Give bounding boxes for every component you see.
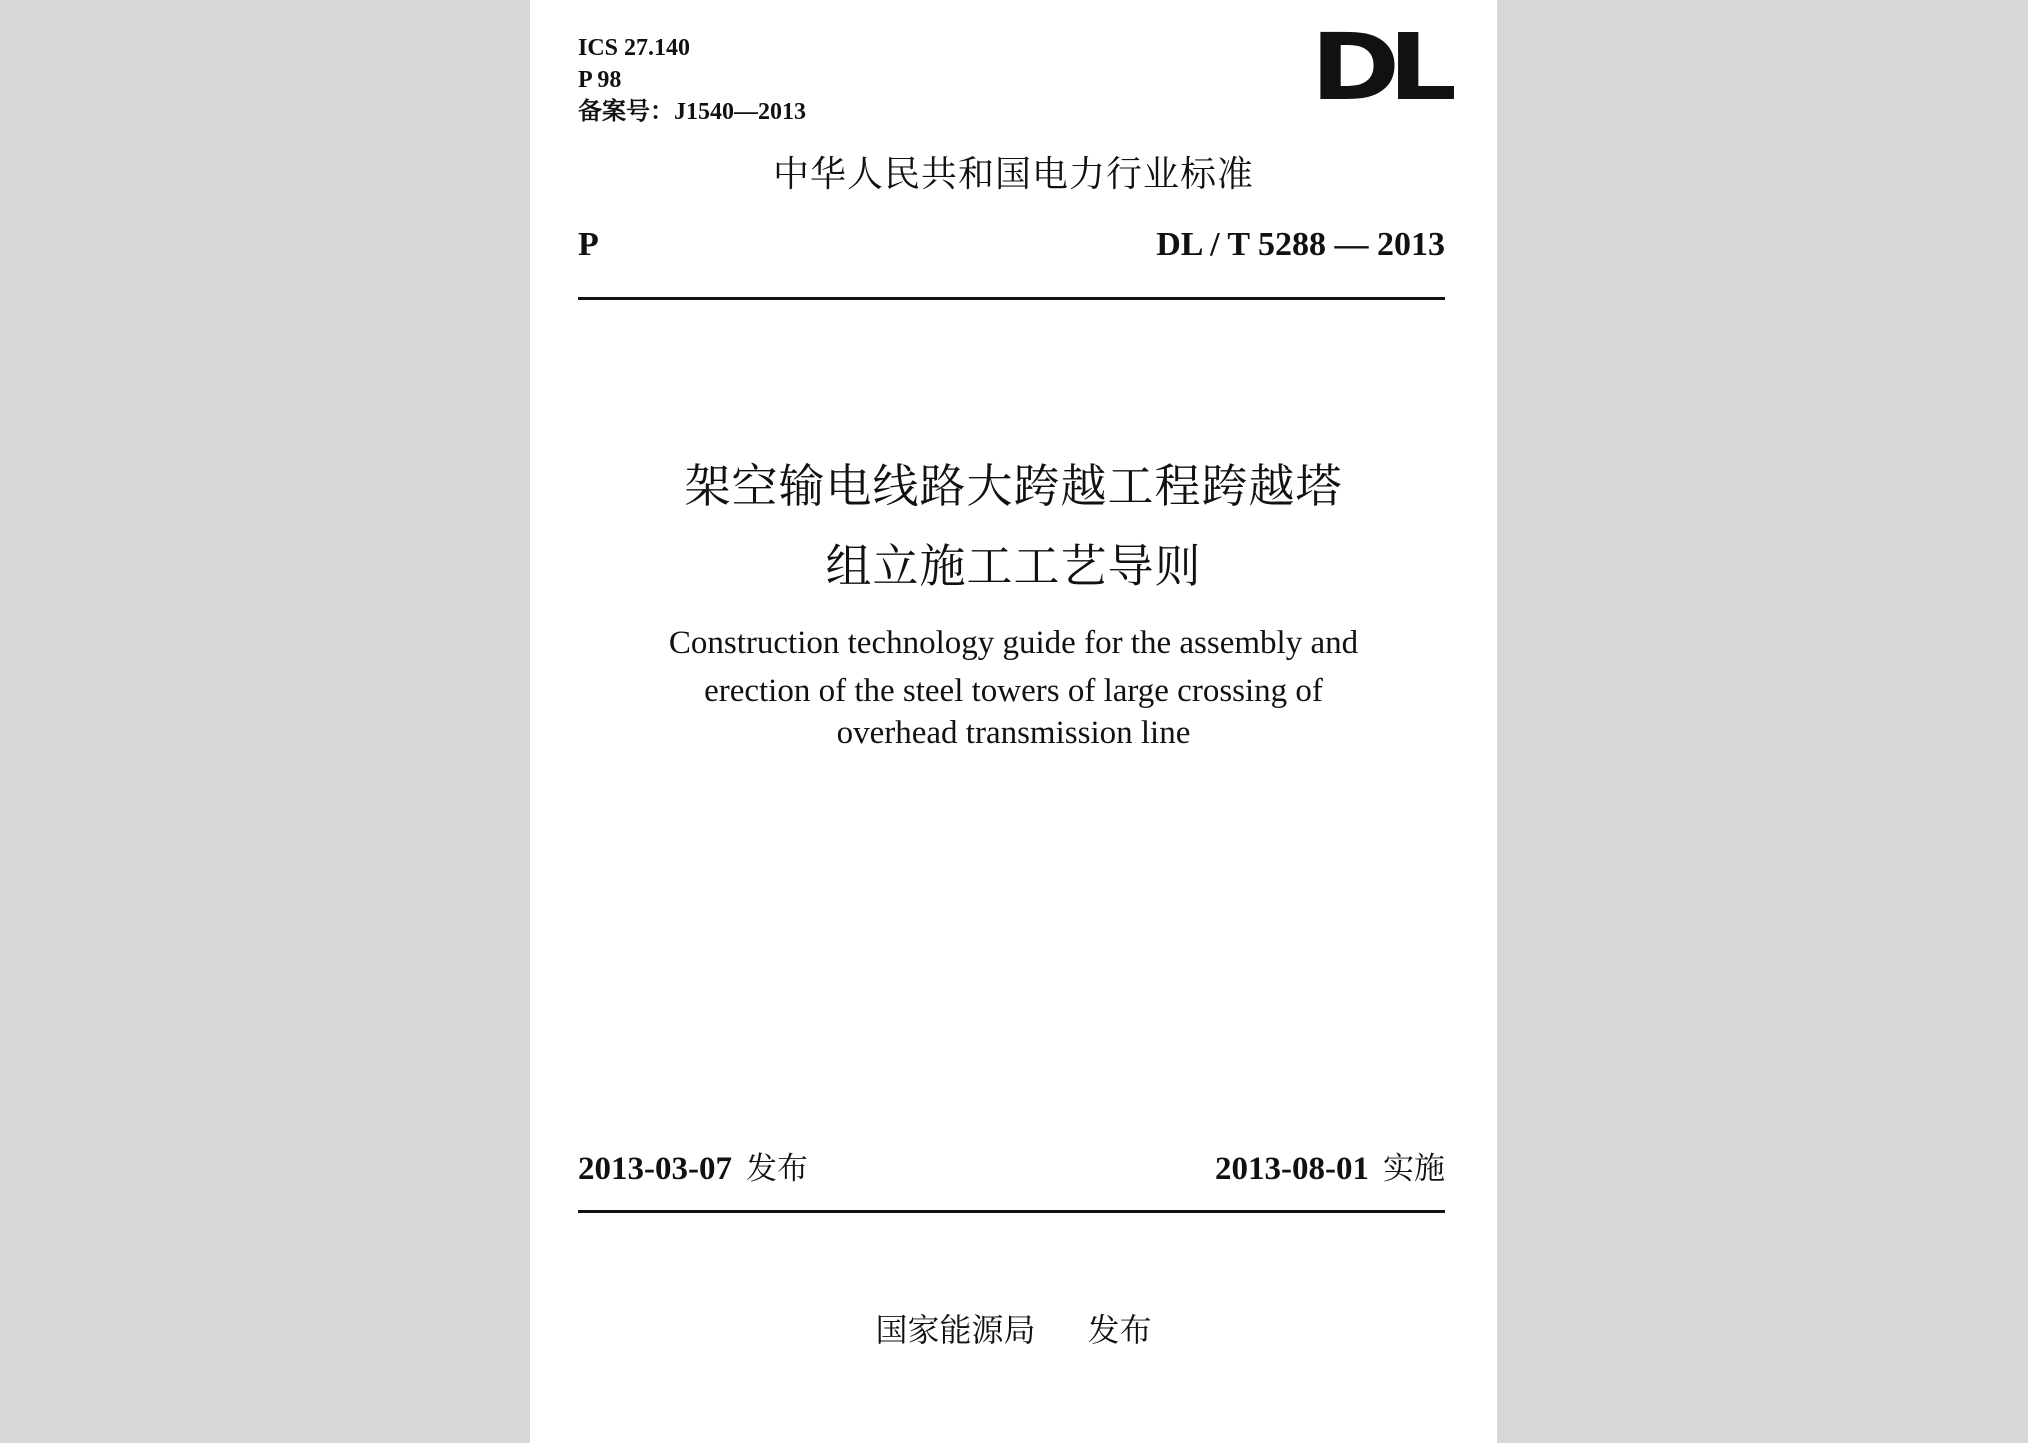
implement-date: 2013-08-01	[1215, 1151, 1369, 1187]
bottom-divider	[578, 1210, 1445, 1213]
issuer-name: 国家能源局	[875, 1311, 1036, 1349]
top-divider	[578, 297, 1445, 300]
title-cn-line2: 组立施工工艺导则	[825, 539, 1202, 593]
issue-label: 发布	[745, 1151, 808, 1187]
document-page	[530, 0, 1497, 1443]
classification-code: P 98	[578, 67, 622, 93]
implement-label: 实施	[1383, 1151, 1445, 1187]
title-cn-line1: 架空输电线路大跨越工程跨越塔	[684, 459, 1343, 513]
ics-code: ICS 27.140	[578, 35, 691, 61]
issuer-label: 发布	[1087, 1311, 1152, 1349]
title-en-line2: erection of the steel towers of large crossing of	[704, 673, 1323, 709]
category-letter: P	[578, 226, 599, 263]
issue-date: 2013-03-07	[578, 1151, 732, 1187]
title-en-line1: Construction technology guide for the assembly and	[668, 625, 1359, 661]
record-number: 备案号：J1540—2013	[578, 99, 806, 125]
issue-date-block	[578, 1147, 808, 1191]
industry-standard-heading: 中华人民共和国电力行业标准	[772, 154, 1254, 195]
standard-number: DL / T 5288 — 2013	[1156, 226, 1445, 263]
dl-logo: DL	[1310, 14, 1445, 121]
implement-date-block	[1215, 1147, 1445, 1191]
title-en-line3: overhead transmission line	[836, 715, 1191, 751]
issuer-block	[530, 1306, 1497, 1354]
